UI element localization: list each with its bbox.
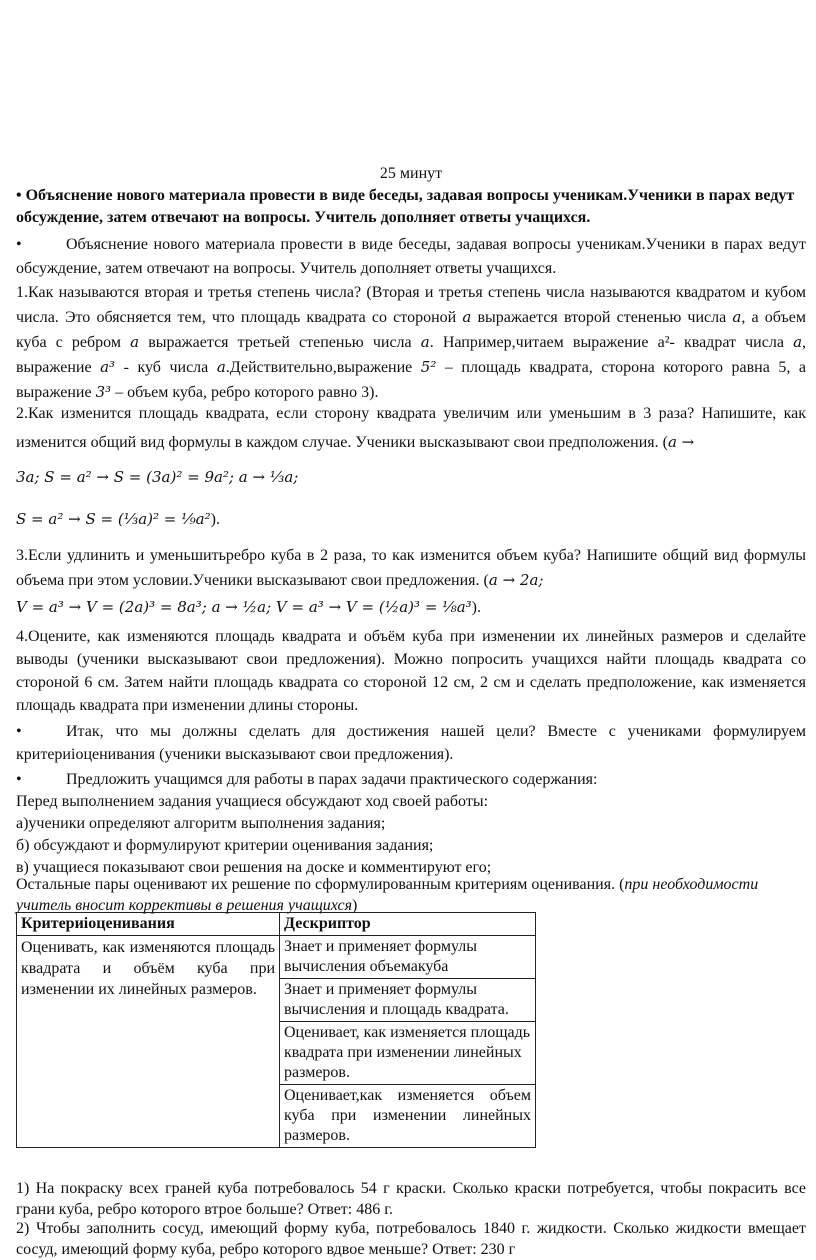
- step-a: а)ученики определяют алгоритм выполнения задания;: [16, 815, 386, 832]
- intro-paragraph: [16, 233, 806, 281]
- math-var: a: [420, 333, 430, 351]
- others-close: ): [352, 897, 358, 914]
- q3-close: ).: [471, 599, 481, 616]
- header-criteria: Критериioценивания: [17, 913, 280, 936]
- others-italic: при необходимости учитель вносит коррективы в решения учащихся: [16, 876, 759, 914]
- table-row: [17, 936, 536, 979]
- bullet-icon: •: [16, 187, 22, 204]
- bullet-icon: •: [16, 771, 22, 788]
- q2-formula: 3a; S = a² → S = (3a)² = 9a²; a → ⅓a;: [16, 468, 299, 486]
- math-var: a³: [100, 358, 116, 376]
- practice-text: Предложить учащимся для работы в парах задачи практического содержания:: [66, 771, 598, 788]
- question-2: [16, 400, 806, 457]
- step-c: в) учащиеся показывают свои решения на доске и комментируют его;: [16, 859, 492, 876]
- others-paragraph: [16, 874, 806, 916]
- math-var: a: [732, 308, 742, 326]
- duration-label: 25 минут: [379, 165, 443, 182]
- q3-formula: V = a³ → V = (2a)³ = 8a³; a → ½a; V = a³ → V = (½a)³ = ⅛a³: [16, 598, 472, 616]
- bullet-icon: •: [16, 723, 22, 740]
- math-var: a: [216, 358, 226, 376]
- q2-formula: S = a² → S = (⅓a)² = ⅑a²: [16, 510, 211, 528]
- math-var: a: [130, 333, 140, 351]
- math-var: 3³: [95, 383, 112, 401]
- math-var: 5²: [420, 358, 437, 376]
- math-var: a: [462, 308, 472, 326]
- goal-text: Итак, что мы должны сделать для достижения нашей цели? Вместе с учениками формулируем критериioценивания (ученики высказывают свои предложения).: [16, 723, 806, 763]
- task-2: 2) Чтобы заполнить сосуд, имеющий форму куба, потребовалось 1840 г. жидкости. Сколько жидкости вмещает сосуд, имеющий форму куба, ребро которого вдвое меньше? Ответ: 230 г: [16, 1220, 806, 1258]
- descriptor-cell: Знает и применяет формулы вычисления и площадь квадрата.: [280, 979, 536, 1022]
- bullet-icon: •: [16, 236, 22, 253]
- q1-text: – площадь квадрата, сторона которого равна 5, а выражение: [16, 359, 807, 401]
- q2-formula-line-2: [16, 508, 806, 531]
- goal-paragraph: [16, 720, 806, 766]
- descriptor-cell: Оценивает,как изменяется объем куба при изменении линейных размеров.: [280, 1085, 536, 1148]
- before-text: Перед выполнением задания учащиеся обсуждают ход своей работы:: [16, 793, 489, 810]
- q3-text: 3.Если удлинить и уменьшитьребро куба в 2 раза, то как изменится объем куба? Напишите общий вид формулы объема при этом условии.Ученики высказывают свои предложения. (: [16, 547, 806, 589]
- intro-bold-text: Объяснение нового материала провести в виде беседы, задавая вопросы ученикам.Ученики в парах ведут обсуждение, затем отвечают на вопросы. Учитель дополняет ответы учащихся.: [16, 187, 795, 226]
- descriptor-cell: Оценивает, как изменяется площадь квадрата при изменении линейных размеров.: [280, 1022, 536, 1085]
- q1-text: .Действительно,выражение: [225, 359, 421, 376]
- q2-formula-line-1: [16, 466, 806, 489]
- q1-text: выражается второй стененью числа: [471, 309, 733, 326]
- practice-paragraph: [16, 769, 806, 791]
- intro-bold-paragraph: [16, 185, 806, 229]
- question-3: [16, 544, 806, 593]
- header-descriptor: Дескриптор: [280, 913, 536, 936]
- step-b: б) обсуждают и формулируют критерии оценивания задания;: [16, 837, 434, 854]
- criterion-cell: Оценивать, как изменяются площадь квадрата и объём куба при изменении их линейных размеров.: [17, 936, 280, 1148]
- question-1: [16, 281, 806, 405]
- q1-text: . Например,читаем выражение a²- квадрат числа: [429, 334, 794, 351]
- q3-formula: a → 2a;: [488, 571, 544, 589]
- task-1: 1) На покраску всех граней куба потребовалось 54 г краски. Сколько краски потребуется, чтобы покрасить все грани куба, ребро которого втрое больше? Ответ: 486 г.: [16, 1180, 806, 1218]
- others-text: Остальные пары оценивают их решение по сформулированным критериям оценивания. (: [16, 876, 625, 893]
- q2-close: ).: [210, 511, 220, 528]
- q2-text: 2.Как изменится площадь квадрата, если сторону квадрата увеличим или уменьшим в 3 раза? Напишите, как изменится общий вид формулы в каждом случае. Ученики высказывают свои предположения. (: [16, 405, 806, 451]
- question-4: 4.Оцените, как изменяются площадь квадрата и объём куба при изменении их линейных размеров и сделайте выводы (ученики высказывают свои предложения). Можно попросить учащихся найти площадь квадрата со стороной 6 см. Затем найти площадь квадрата со стороной 12 см, 2 см и сделать предположение, как изменяется площадь квадрата при изменении длины стороны.: [16, 628, 806, 714]
- q1-text: , выражение: [16, 334, 807, 376]
- q1-text: выражается третьей степенью числа: [139, 334, 421, 351]
- q1-text: 1.Как называются вторая и третья степень числа? (Вторая и третья степень числа называются квадратом и кубом числа. Это обясняется тем, что площадь квадрата со стороной: [16, 284, 806, 326]
- descriptor-cell: Знает и применяет формулы вычисления объемакуба: [280, 936, 536, 979]
- q1-text: – объем куба, ребро которого равно 3).: [111, 384, 379, 401]
- q2-formula: a →: [667, 433, 695, 451]
- criteria-table: [16, 912, 536, 1148]
- table-header-row: [17, 913, 536, 936]
- q3-formula-line: [16, 596, 806, 619]
- intro-text: Объяснение нового материала провести в виде беседы, задавая вопросы ученикам.Ученики в парах ведут обсуждение, затем отвечают на вопросы. Учитель дополняет ответы учащихся.: [16, 236, 806, 277]
- math-var: a: [793, 333, 803, 351]
- q1-text: - куб числа: [115, 359, 217, 376]
- q1-text: , а объем куба с ребром: [16, 309, 807, 351]
